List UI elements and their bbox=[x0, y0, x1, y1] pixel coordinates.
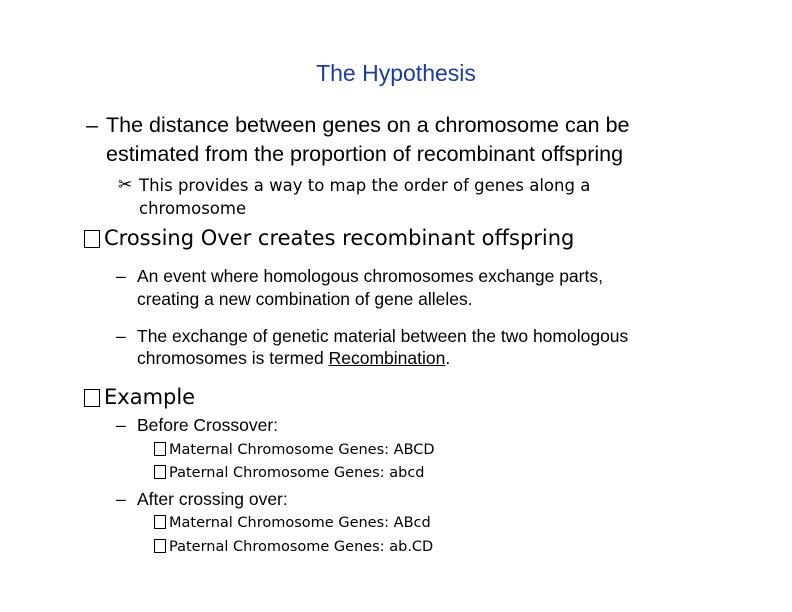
point-2-text: Crossing Over creates recombinant offspring bbox=[104, 226, 575, 250]
point-3-text: Example bbox=[104, 385, 196, 409]
after-item-paternal: Paternal Chromosome Genes: ab.CD bbox=[154, 539, 433, 555]
before-item-paternal: Paternal Chromosome Genes: abcd bbox=[154, 465, 425, 481]
point-1-line-2: estimated from the proportion of recombinant offspring bbox=[106, 142, 624, 166]
after-label: After crossing over: bbox=[137, 489, 288, 509]
scissors-icon: ✂ bbox=[118, 175, 133, 195]
point-2-sub-2-line-1: The exchange of genetic material between the two homologous bbox=[137, 326, 629, 346]
point-2-sub-2-line-2 bbox=[137, 348, 450, 369]
point-1-dash: – bbox=[86, 113, 98, 137]
point-2-sub-1-dash: – bbox=[116, 266, 126, 286]
point-2-sub-2-dash: – bbox=[116, 326, 126, 346]
bullet-box-icon bbox=[154, 465, 166, 479]
bullet-box-icon bbox=[84, 230, 100, 248]
line-2-suffix: . bbox=[445, 348, 451, 368]
before-label: Before Crossover: bbox=[137, 415, 279, 435]
after-dash: – bbox=[116, 489, 126, 509]
bullet-box-icon bbox=[154, 442, 166, 456]
after-item-maternal: Maternal Chromosome Genes: ABcd bbox=[154, 515, 431, 531]
point-3 bbox=[84, 385, 195, 409]
bullet-box-icon bbox=[154, 515, 166, 529]
bullet-box-icon bbox=[84, 389, 100, 407]
recombination-term: Recombination bbox=[328, 348, 446, 368]
line-2-prefix: chromosomes is termed bbox=[137, 348, 329, 368]
point-2 bbox=[84, 226, 574, 250]
bullet-box-icon bbox=[154, 539, 166, 553]
slide-title: The Hypothesis bbox=[316, 60, 476, 86]
point-1-line-1: The distance between genes on a chromosome can be bbox=[106, 113, 630, 137]
point-1-sub-line-1: This provides a way to map the order of genes along a bbox=[139, 176, 591, 195]
before-item-maternal: Maternal Chromosome Genes: ABCD bbox=[154, 442, 435, 458]
point-2-sub-1-line-1: An event where homologous chromosomes exchange parts, bbox=[137, 266, 603, 286]
before-dash: – bbox=[116, 415, 126, 435]
point-2-sub-1-line-2: creating a new combination of gene alleles. bbox=[137, 289, 473, 309]
point-1-sub-line-2: chromosome bbox=[139, 199, 247, 218]
